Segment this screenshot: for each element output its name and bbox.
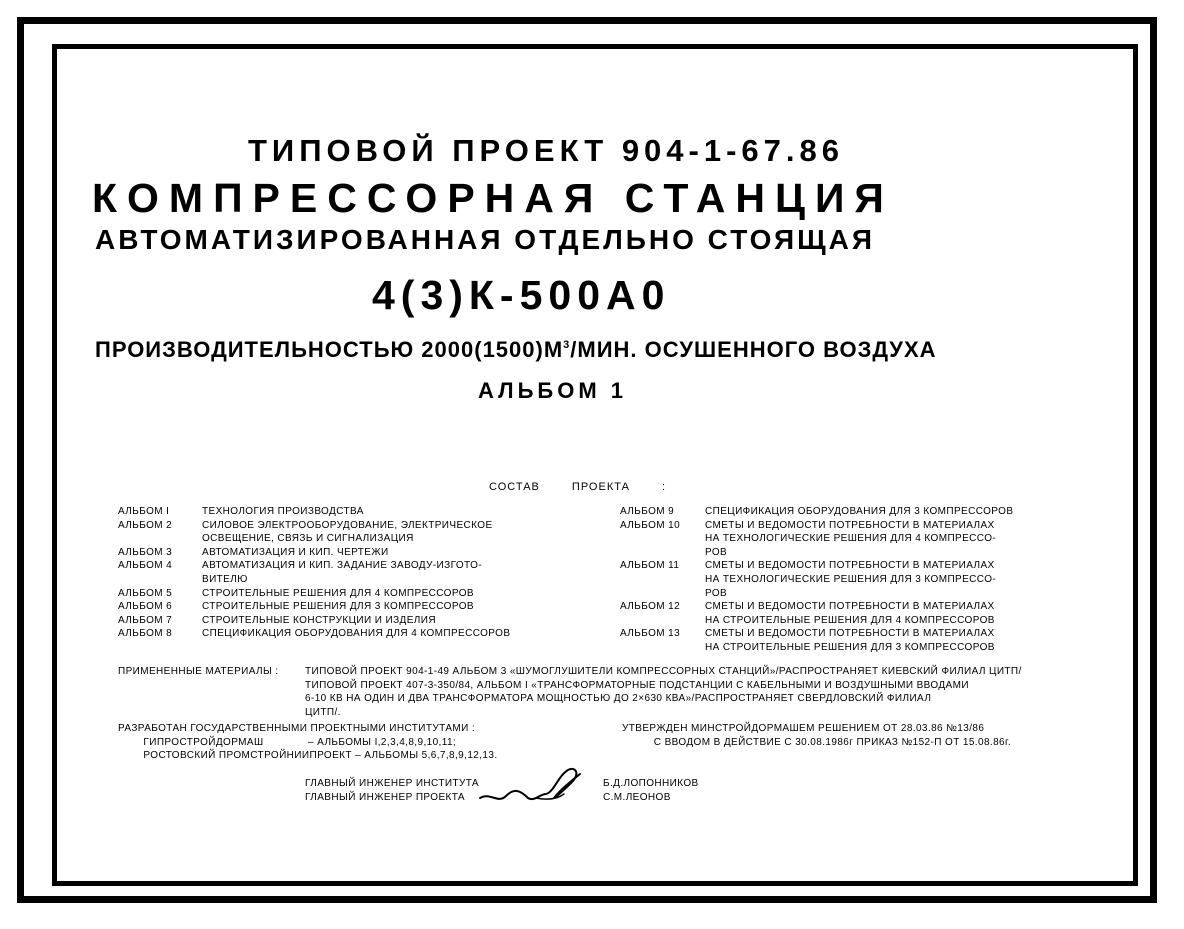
materials-text: ТИПОВОЙ ПРОЕКТ 904-1-49 АЛЬБОМ 3 «ШУМОГЛУШИТЕЛИ КОМПРЕССОРНЫХ СТАНЦИЙ»/РАСПРОСТРАНЯЕТ КИЕВСКИЙ ФИЛИАЛ ЦИТП/ ТИПОВОЙ ПРОЕКТ 407-3-350/84, АЛЬБОМ I «ТРАНСФОРМАТОРНЫЕ ПОДСТАНЦИИ С КАБЕЛЬНЫМИ И ВОЗДУШНЫМИ ВВОДАМИ 6-10 КВ НА ОДИН И ДВА ТРАНСФОРМАТОРА МОЩНОСТЬЮ ДО 2×630 КВА»/РАСПРОСТРАНЯЕТ СВЕРДЛОВСКИЙ ФИЛИАЛ ЦИТП/. xyxy=(305,666,1022,718)
composition-heading: СОСТАВ ПРОЕКТА : xyxy=(489,481,667,493)
album-description: СПЕЦИФИКАЦИЯ ОБОРУДОВАНИЯ ДЛЯ 4 КОМПРЕССОРОВ xyxy=(202,628,511,640)
project-name: КОМПРЕССОРНАЯ СТАНЦИЯ xyxy=(92,175,894,221)
album-label: АЛЬБОМ 6 xyxy=(118,601,173,613)
station-model: 4(3)К-500А0 xyxy=(372,272,671,318)
album-label: АЛЬБОМ 10 xyxy=(620,519,681,531)
album-description: ТЕХНОЛОГИЯ ПРОИЗВОДСТВА xyxy=(202,506,364,517)
album-description: СМЕТЫ И ВЕДОМОСТИ ПОТРЕБНОСТИ В МАТЕРИАЛАХ НА СТРОИТЕЛЬНЫЕ РЕШЕНИЯ ДЛЯ 4 КОМПРЕССОРОВ xyxy=(705,601,995,626)
performance-suffix: /МИН. ОСУШЕННОГО ВОЗДУХА xyxy=(570,337,937,362)
signatory-titles: ГЛАВНЫЙ ИНЖЕНЕР ИНСТИТУТА ГЛАВНЫЙ ИНЖЕНЕР ПРОЕКТА xyxy=(305,778,479,803)
composition-right-list xyxy=(620,505,1060,655)
composition-item xyxy=(118,505,543,519)
album-description: СМЕТЫ И ВЕДОМОСТИ ПОТРЕБНОСТИ В МАТЕРИАЛАХ НА ТЕХНОЛОГИЧЕСКИЕ РЕШЕНИЯ ДЛЯ 4 КОМПРЕССО- РОВ xyxy=(705,519,997,558)
composition-item xyxy=(118,614,543,628)
album-label: АЛЬБОМ 9 xyxy=(620,506,675,517)
approval-info: УТВЕРЖДЕН МИНСТРОЙДОРМАШЕМ РЕШЕНИЕМ ОТ 28.03.86 №13/86 С ВВОДОМ В ДЕЙСТВИЕ С 30.08.1986г ПРИКАЗ №152-П ОТ 15.08.86г. xyxy=(622,723,1012,748)
composition-item xyxy=(620,519,1060,560)
album-description: СИЛОВОЕ ЭЛЕКТРООБОРУДОВАНИЕ, ЭЛЕКТРИЧЕСКОЕ ОСВЕЩЕНИЕ, СВЯЗЬ И СИГНАЛИЗАЦИЯ xyxy=(202,519,493,545)
album-label: АЛЬБОМ 2 xyxy=(118,519,173,531)
composition-item xyxy=(620,505,1060,519)
album-label: АЛЬБОМ 8 xyxy=(118,628,173,640)
composition-item xyxy=(118,600,543,614)
album-label: АЛЬБОМ I xyxy=(118,506,170,517)
composition-item xyxy=(118,519,543,546)
album-description: СМЕТЫ И ВЕДОМОСТИ ПОТРЕБНОСТИ В МАТЕРИАЛАХ НА СТРОИТЕЛЬНЫЕ РЕШЕНИЯ ДЛЯ 3 КОМПРЕССОРОВ xyxy=(705,628,995,653)
album-label: АЛЬБОМ 7 xyxy=(118,614,173,626)
project-series-title: ТИПОВОЙ ПРОЕКТ 904-1-67.86 xyxy=(248,133,844,168)
composition-item xyxy=(620,559,1060,600)
developed-by: РАЗРАБОТАН ГОСУДАРСТВЕННЫМИ ПРОЕКТНЫМИ ИНСТИТУТАМИ : ГИПРОСТРОЙДОРМАШ – АЛЬБОМЫ I,2,3,4,8,9,10,11; РОСТОВСКИЙ ПРОМСТРОЙНИИПРОЕКТ – АЛЬБОМЫ 5,6,7,8,9,12,13. xyxy=(118,723,498,762)
album-label: АЛЬБОМ 4 xyxy=(118,560,173,572)
album-description: СТРОИТЕЛЬНЫЕ РЕШЕНИЯ ДЛЯ 3 КОМПРЕССОРОВ xyxy=(202,601,474,613)
album-description: СТРОИТЕЛЬНЫЕ КОНСТРУКЦИИ И ИЗДЕЛИЯ xyxy=(202,614,436,626)
album-label: АЛЬБОМ 13 xyxy=(620,628,681,640)
project-subtitle: АВТОМАТИЗИРОВАННАЯ ОТДЕЛЬНО СТОЯЩАЯ xyxy=(95,224,876,255)
composition-item xyxy=(118,587,543,601)
album-label: АЛЬБОМ 5 xyxy=(118,587,173,599)
composition-item xyxy=(118,627,543,641)
album-number: АЛЬБОМ 1 xyxy=(478,378,628,403)
album-description: СМЕТЫ И ВЕДОМОСТИ ПОТРЕБНОСТИ В МАТЕРИАЛАХ НА ТЕХНОЛОГИЧЕСКИЕ РЕШЕНИЯ ДЛЯ 3 КОМПРЕССО- РОВ xyxy=(705,560,997,599)
composition-item xyxy=(118,559,543,586)
composition-item xyxy=(620,600,1060,627)
signatory-names: Б.Д.ЛОПОННИКОВ С.М.ЛЕОНОВ xyxy=(603,778,699,803)
album-label: АЛЬБОМ 12 xyxy=(620,601,681,613)
composition-item xyxy=(118,546,543,560)
album-description: АВТОМАТИЗАЦИЯ И КИП. ЗАДАНИЕ ЗАВОДУ-ИЗГОТО- ВИТЕЛЮ xyxy=(202,560,482,585)
handwritten-signature xyxy=(476,764,596,812)
album-label: АЛЬБОМ 11 xyxy=(620,560,680,572)
composition-item xyxy=(620,627,1060,654)
materials-label: ПРИМЕНЕННЫЕ МАТЕРИАЛЫ : xyxy=(118,666,279,677)
performance-superscript: 3 xyxy=(563,339,571,351)
composition-left-list xyxy=(118,505,543,641)
album-description: СПЕЦИФИКАЦИЯ ОБОРУДОВАНИЯ ДЛЯ 3 КОМПРЕССОРОВ xyxy=(705,506,1014,517)
album-description: АВТОМАТИЗАЦИЯ И КИП. ЧЕРТЕЖИ xyxy=(202,546,389,558)
performance-line xyxy=(95,337,1055,363)
album-description: СТРОИТЕЛЬНЫЕ РЕШЕНИЯ ДЛЯ 4 КОМПРЕССОРОВ xyxy=(202,587,474,599)
album-label: АЛЬБОМ 3 xyxy=(118,546,173,558)
performance-prefix: ПРОИЗВОДИТЕЛЬНОСТЬЮ 2000(1500)М xyxy=(95,337,564,362)
